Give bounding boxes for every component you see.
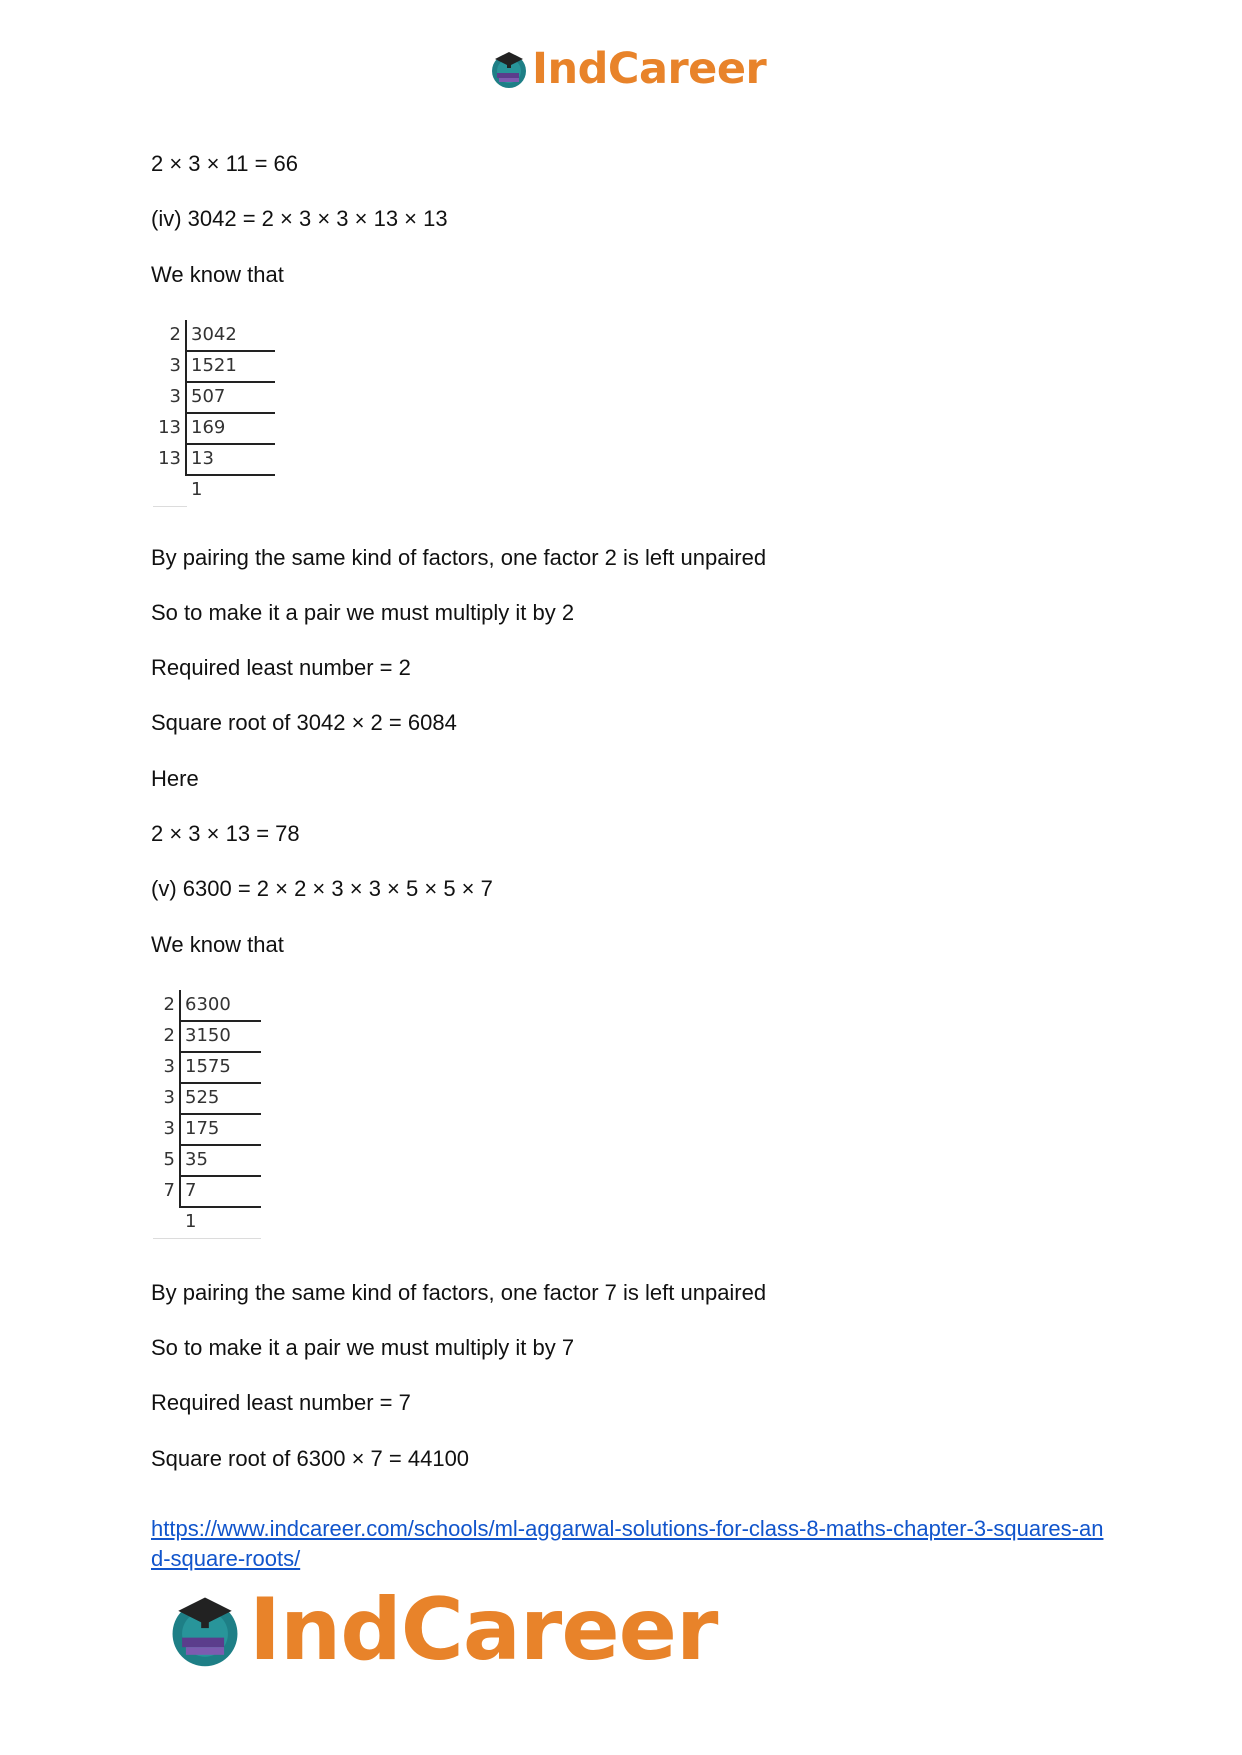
divisor: 5	[163, 1149, 175, 1170]
text-line: We know that	[151, 262, 284, 287]
divisor: 3	[169, 386, 181, 407]
graduation-globe-icon	[487, 47, 531, 91]
quotient: 13	[191, 448, 214, 469]
divisor: 3	[163, 1118, 175, 1139]
text-line: Here	[151, 766, 199, 791]
text-line: We know that	[151, 932, 284, 957]
quotient: 3042	[191, 324, 237, 345]
source-link[interactable]: https://www.indcareer.com/schools/ml-aggarwal-solutions-for-class-8-maths-chapter-3-squares-and-square-roots/	[151, 1516, 1104, 1571]
text-line: By pairing the same kind of factors, one factor 2 is left unpaired	[151, 545, 767, 570]
quotient: 169	[191, 417, 226, 438]
divisor: 13	[158, 417, 181, 438]
text-line: Required least number = 2	[151, 655, 411, 680]
footer-logo	[163, 1580, 717, 1680]
divisor: 7	[163, 1180, 175, 1201]
text-line: By pairing the same kind of factors, one factor 7 is left unpaired	[151, 1280, 767, 1305]
quotient: 1521	[191, 355, 237, 376]
quotient: 35	[185, 1149, 208, 1170]
divisor: 2	[163, 994, 175, 1015]
quotient: 525	[185, 1087, 220, 1108]
text-line: So to make it a pair we must multiply it by 7	[151, 1335, 575, 1360]
text-line: 2 × 3 × 11 = 66	[151, 151, 298, 176]
header-logo	[487, 44, 766, 94]
divisor: 13	[158, 448, 181, 469]
text-line: Required least number = 7	[151, 1390, 411, 1415]
text-line: So to make it a pair we must multiply it by 2	[151, 600, 575, 625]
quotient: 3150	[185, 1025, 231, 1046]
divisor: 2	[169, 324, 181, 345]
text-line: (iv) 3042 = 2 × 3 × 3 × 13 × 13	[151, 206, 448, 231]
quotient: 6300	[185, 994, 231, 1015]
divisor: 3	[169, 355, 181, 376]
logo-wordmark: IndCareer	[532, 43, 767, 94]
logo-wordmark: IndCareer	[249, 1580, 718, 1680]
text-line: Square root of 6300 × 7 = 44100	[151, 1446, 470, 1471]
text-line: 2 × 3 × 13 = 78	[151, 821, 300, 846]
divisor: 2	[163, 1025, 175, 1046]
quotient-final: 1	[191, 479, 203, 500]
quotient: 175	[185, 1118, 220, 1139]
quotient-final: 1	[185, 1211, 197, 1232]
text-line: (v) 6300 = 2 × 2 × 3 × 3 × 5 × 5 × 7	[151, 876, 493, 901]
quotient: 7	[185, 1180, 197, 1201]
graduation-globe-icon	[163, 1588, 247, 1672]
quotient: 1575	[185, 1056, 231, 1077]
quotient: 507	[191, 386, 226, 407]
text-line: Square root of 3042 × 2 = 6084	[151, 710, 457, 735]
divisor: 3	[163, 1087, 175, 1108]
divisor: 3	[163, 1056, 175, 1077]
